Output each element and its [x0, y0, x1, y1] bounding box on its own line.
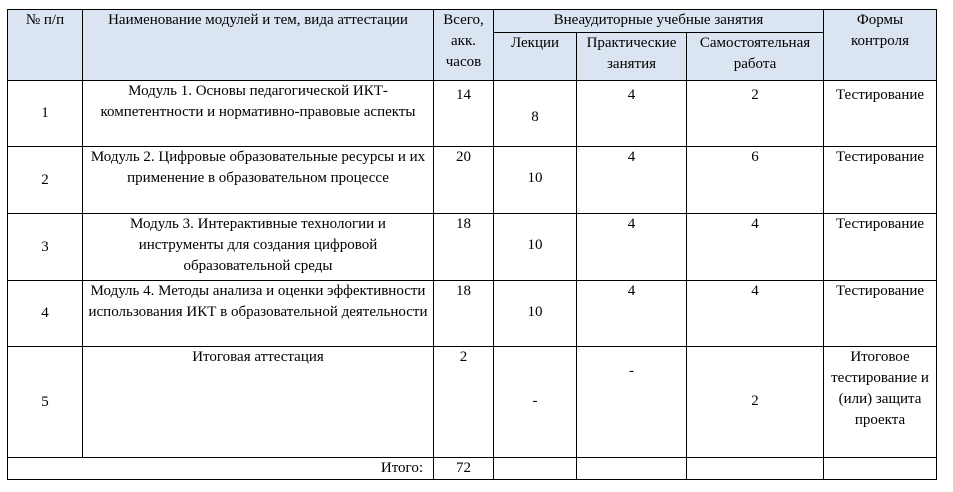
header-name: Наименование модулей и тем, вида аттестации: [83, 10, 434, 81]
row-control: Итоговое тестирование и (или) защита проекта: [824, 347, 937, 458]
row-lectures: 10: [494, 214, 577, 281]
row-independent: 6: [687, 147, 824, 214]
table-row: [8, 214, 937, 281]
row-control: Тестирование: [824, 214, 937, 281]
row-control: Тестирование: [824, 281, 937, 347]
row-control: Тестирование: [824, 81, 937, 147]
row-name: Модуль 2. Цифровые образовательные ресурсы и их применение в образовательном процессе: [83, 147, 434, 214]
row-lectures: -: [494, 347, 577, 458]
row-name: Модуль 1. Основы педагогической ИКТ-компетентности и нормативно-правовые аспекты: [83, 81, 434, 147]
row-practical: 4: [577, 281, 687, 347]
footer-practical: [577, 458, 687, 480]
row-name: Модуль 4. Методы анализа и оценки эффективности использования ИКТ в образовательной деятельности: [83, 281, 434, 347]
row-lectures: 10: [494, 281, 577, 347]
table-footer-row: [8, 458, 937, 480]
header-independent: Самостоятельная работа: [687, 33, 824, 81]
table-row: [8, 281, 937, 347]
header-extracurricular: Внеаудиторные учебные занятия: [494, 10, 824, 33]
footer-lectures: [494, 458, 577, 480]
row-lectures: 8: [494, 81, 577, 147]
row-practical: 4: [577, 81, 687, 147]
row-name: Итоговая аттестация: [83, 347, 434, 458]
row-total: 18: [434, 214, 494, 281]
row-lectures: 10: [494, 147, 577, 214]
footer-total: 72: [434, 458, 494, 480]
row-total: 20: [434, 147, 494, 214]
table-row: [8, 147, 937, 214]
row-practical: 4: [577, 214, 687, 281]
footer-independent: [687, 458, 824, 480]
header-lectures: Лекции: [494, 33, 577, 81]
row-number: 2: [8, 147, 83, 214]
curriculum-table-wrapper: [7, 9, 937, 480]
row-total: 2: [434, 347, 494, 458]
row-number: 5: [8, 347, 83, 458]
header-number: № п/п: [8, 10, 83, 81]
row-independent: 2: [687, 81, 824, 147]
row-total: 14: [434, 81, 494, 147]
row-name: Модуль 3. Интерактивные технологии и инструменты для создания цифровой образовательной среды: [83, 214, 434, 281]
row-control: Тестирование: [824, 147, 937, 214]
row-total: 18: [434, 281, 494, 347]
footer-control: [824, 458, 937, 480]
row-practical: -: [577, 347, 687, 458]
row-number: 1: [8, 81, 83, 147]
row-independent: 4: [687, 214, 824, 281]
table-row: [8, 81, 937, 147]
curriculum-table: [7, 9, 937, 480]
footer-label: Итого:: [8, 458, 434, 480]
table-row: [8, 347, 937, 458]
row-number: 3: [8, 214, 83, 281]
row-practical: 4: [577, 147, 687, 214]
row-independent: 4: [687, 281, 824, 347]
row-number: 4: [8, 281, 83, 347]
header-practical: Практические занятия: [577, 33, 687, 81]
header-control: Формы контроля: [824, 10, 937, 81]
row-independent: 2: [687, 347, 824, 458]
header-total: Всего, акк. часов: [434, 10, 494, 81]
